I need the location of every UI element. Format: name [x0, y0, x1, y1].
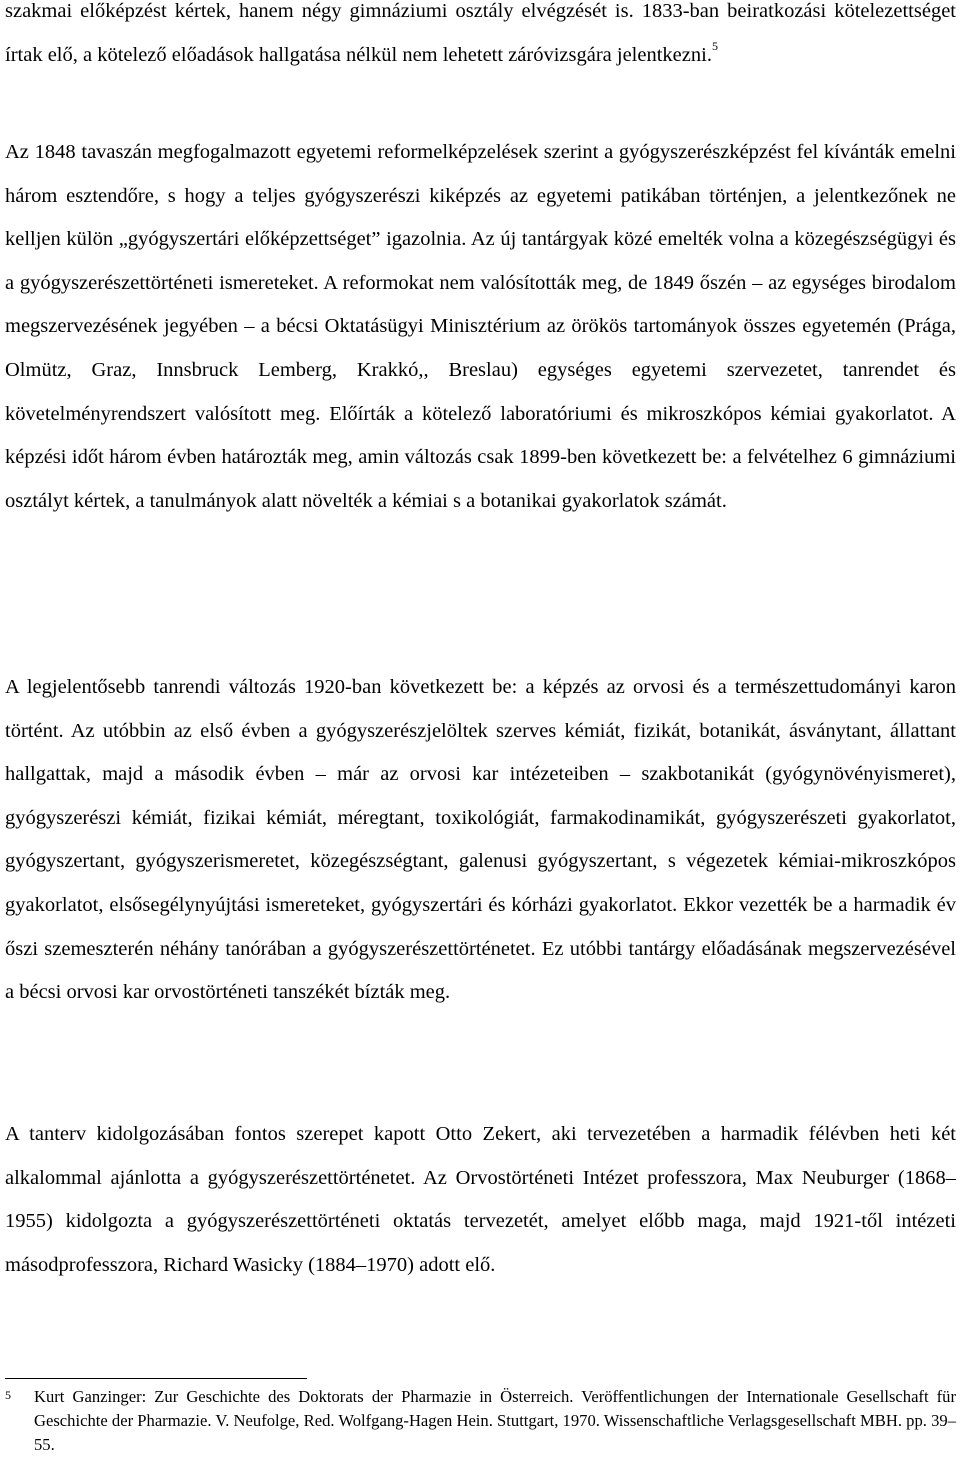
paragraph-2: Az 1848 tavaszán megfogalmazott egyetemi reformelképzelések szerint a gyógyszerészképzést fel kívánták emelni három esztendőre, s hogy a teljes gyógyszerészi kiképzés az egyetemi patikában történjen, a jelentkezőnek ne kelljen külön „gyógyszertári előképzettséget” igazolnia. Az új tantárgyak közé emelték volna a közegészségügyi és a gyógyszerészettörténeti ismereteket. A reformokat nem valósították meg, de 1849 őszén – az egységes birodalom megszervezésének jegyében – a bécsi Oktatásügyi Minisztérium az örökös tartományok összes egyetemén (Prága, Olmütz, Graz, Innsbruck Lemberg, Krakkó,, Breslau) egységes egyetemi szervezetet, tanrendet és követelményrendszert valósított meg. Előírták a kötelező laboratóriumi és mikroszkópos kémiai gyakorlatot. A képzési időt három évben határozták meg, amin változás csak 1899-ben következett be: a felvételhez 6 gimnáziumi osztályt kértek, a tanulmányok alatt növelték a kémiai s a botanikai gyakorlatok számát.	[5, 141, 956, 512]
footnote-reference[interactable]: 5	[711, 38, 718, 53]
footnote-text: Kurt Ganzinger: Zur Geschichte des Doktorats der Pharmazie in Österreich. Veröffentlichungen der Internationale Gesellschaft für Geschichte der Pharmazie. V. Neufolge, Red. Wolfgang-Hagen Hein. Stuttgart, 1970. Wissenschaftliche Verlagsgesellschaft MBH. pp. 39–55.	[34, 1387, 956, 1455]
paragraph-4: A tanterv kidolgozásában fontos szerepet kapott Otto Zekert, aki tervezetében a harmadik félévben heti két alkalommal ajánlotta a gyógyszerészettörténetet. Az Orvostörténeti Intézet professzora, Max Neuburger (1868–1955) kidolgozta a gyógyszerészettörténeti oktatás tervezetét, amelyet előbb maga, majd 1921-től intézeti másodprofesszora, Richard Wasicky (1884–1970) adott elő.	[5, 1123, 956, 1276]
footnote-number: 5	[5, 1388, 11, 1402]
paragraph-1	[5, 0, 956, 77]
footnote-separator	[5, 1378, 307, 1379]
paragraph-3: A legjelentősebb tanrendi változás 1920-ban következett be: a képzés az orvosi és a természettudományi karon történt. Az utóbbin az első évben a gyógyszerészjelöltek szerves kémiát, fizikát, botanikát, ásványtant, állattant hallgattak, majd a második évben – már az orvosi kar intézeteiben – szakbotanikát (gyógynövényismeret), gyógyszerészi kémiát, fizikai kémiát, méregtant, toxikológiát, farmakodinamikát, gyógyszerészeti gyakorlatot, gyógyszertant, gyógyszerismeretet, közegészségtant, galenusi gyógyszertant, s végezetek kémiai-mikroszkópos gyakorlatot, elsősegélynyújtási ismereteket, gyógyszertári és kórházi gyakorlatot. Ekkor vezették be a harmadik év őszi szemeszterén néhány tanórában a gyógyszerészettörténetet. Ez utóbbi tantárgy előadásának megszervezésével a bécsi orvosi kar orvostörténeti tanszékét bízták meg.	[5, 676, 956, 1004]
paragraph-1-text: szakmai előképzést kértek, hanem négy gimnáziumi osztály elvégzését is. 1833-ban beiratkozási kötelezettséget írtak elő, a kötelező előadások hallgatása nélkül nem lehetett záróvizsgára jelentkezni.	[5, 0, 956, 66]
